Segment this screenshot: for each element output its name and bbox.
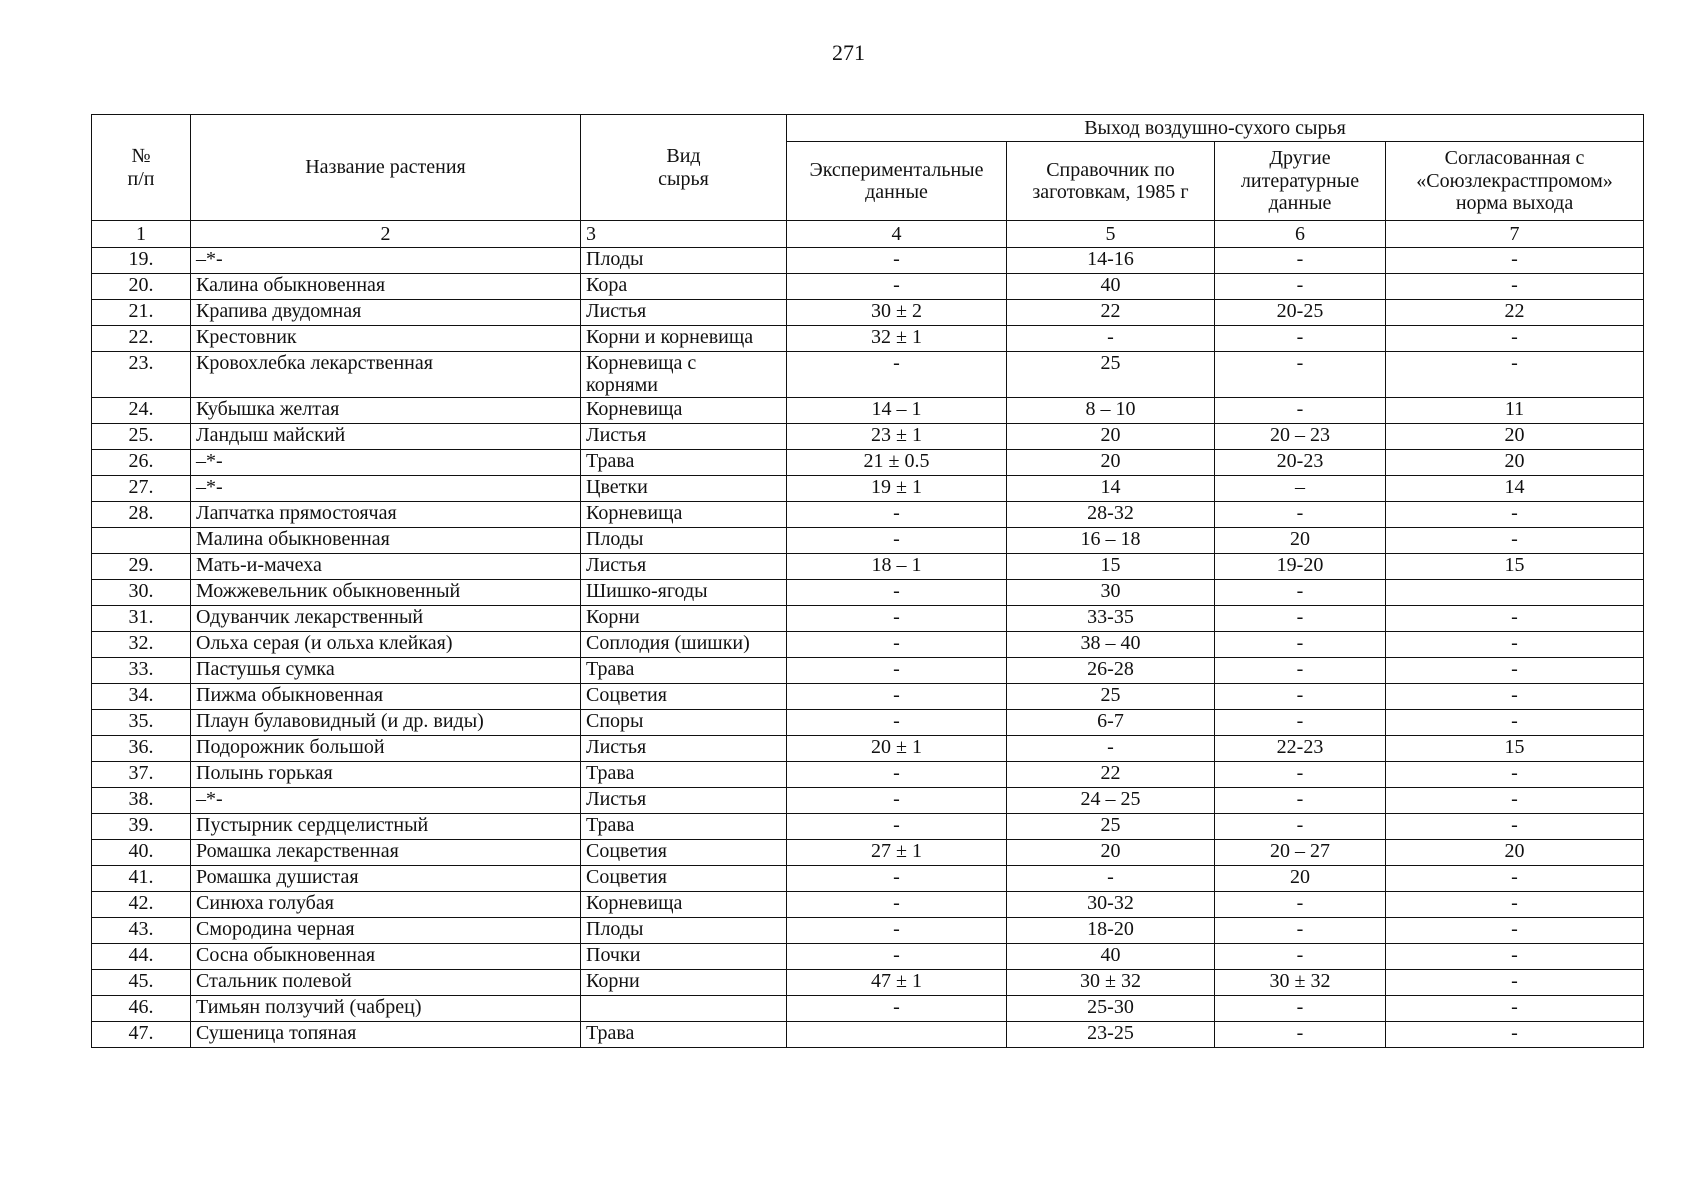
- raw-type-cell: Споры: [581, 709, 787, 735]
- experimental-cell: 30 ± 2: [787, 300, 1007, 326]
- raw-type-cell: [581, 995, 787, 1021]
- literature-cell: -: [1215, 891, 1386, 917]
- raw-type-cell: Почки: [581, 943, 787, 969]
- experimental-cell: -: [787, 631, 1007, 657]
- row-number-cell: 45.: [92, 969, 191, 995]
- norm-cell: -: [1386, 813, 1644, 839]
- header-reference-1985: [1007, 142, 1215, 221]
- experimental-cell: 27 ± 1: [787, 839, 1007, 865]
- table-row: [92, 735, 1644, 761]
- plant-name-cell: Пижма обыкновенная: [191, 683, 581, 709]
- experimental-cell: -: [787, 709, 1007, 735]
- literature-cell: -: [1215, 995, 1386, 1021]
- raw-type-cell: Корневища: [581, 891, 787, 917]
- row-number-cell: 22.: [92, 326, 191, 352]
- raw-type-cell: Соплодия (шишки): [581, 631, 787, 657]
- norm-cell: -: [1386, 865, 1644, 891]
- row-number-cell: 47.: [92, 1021, 191, 1047]
- row-number-cell: 46.: [92, 995, 191, 1021]
- raw-type-cell: Корни: [581, 605, 787, 631]
- experimental-cell: 19 ± 1: [787, 475, 1007, 501]
- header-experimental: [787, 142, 1007, 221]
- reference-cell: -: [1007, 865, 1215, 891]
- norm-cell: 20: [1386, 423, 1644, 449]
- row-number-cell: 19.: [92, 248, 191, 274]
- norm-cell: -: [1386, 761, 1644, 787]
- norm-cell: -: [1386, 352, 1644, 398]
- plant-name-cell: Кубышка желтая: [191, 397, 581, 423]
- experimental-cell: [787, 1021, 1007, 1047]
- reference-cell: 20: [1007, 839, 1215, 865]
- row-number-cell: 44.: [92, 943, 191, 969]
- norm-cell: -: [1386, 527, 1644, 553]
- experimental-cell: -: [787, 274, 1007, 300]
- experimental-cell: -: [787, 787, 1007, 813]
- column-number: 6: [1215, 221, 1386, 248]
- literature-cell: 20 – 23: [1215, 423, 1386, 449]
- table-row: [92, 631, 1644, 657]
- literature-cell: -: [1215, 397, 1386, 423]
- literature-cell: -: [1215, 579, 1386, 605]
- plant-name-cell: Тимьян ползучий (чабрец): [191, 995, 581, 1021]
- reference-cell: 25: [1007, 683, 1215, 709]
- reference-cell: 22: [1007, 300, 1215, 326]
- norm-cell: -: [1386, 248, 1644, 274]
- raw-type-cell: Трава: [581, 813, 787, 839]
- row-number-cell: 42.: [92, 891, 191, 917]
- row-number-cell: 30.: [92, 579, 191, 605]
- literature-cell: -: [1215, 605, 1386, 631]
- raw-type-cell: Трава: [581, 1021, 787, 1047]
- table-row: [92, 917, 1644, 943]
- experimental-cell: -: [787, 248, 1007, 274]
- header-experimental-label: Экспериментальные данные: [809, 158, 984, 203]
- header-reference-label: Справочник по заготовкам, 1985 г: [1032, 158, 1189, 203]
- table-row: [92, 657, 1644, 683]
- table-row: [92, 995, 1644, 1021]
- raw-type-cell: Плоды: [581, 917, 787, 943]
- raw-type-cell: Листья: [581, 735, 787, 761]
- column-number: 5: [1007, 221, 1215, 248]
- raw-type-cell: Шишко-ягоды: [581, 579, 787, 605]
- plant-name-cell: Малина обыкновенная: [191, 527, 581, 553]
- experimental-cell: 21 ± 0.5: [787, 449, 1007, 475]
- literature-cell: -: [1215, 501, 1386, 527]
- header-agreed-norm-label: Согласованная с «Союзлекрастпромом» норма выхода: [1416, 147, 1613, 215]
- row-number-cell: 34.: [92, 683, 191, 709]
- plant-name-cell: –*-: [191, 475, 581, 501]
- reference-cell: 40: [1007, 274, 1215, 300]
- row-number-cell: 31.: [92, 605, 191, 631]
- norm-cell: -: [1386, 683, 1644, 709]
- plant-name-cell: Одуванчик лекарственный: [191, 605, 581, 631]
- plant-name-cell: Пастушья сумка: [191, 657, 581, 683]
- norm-cell: 20: [1386, 839, 1644, 865]
- raw-type-cell: Плоды: [581, 248, 787, 274]
- plant-name-cell: Стальник полевой: [191, 969, 581, 995]
- reference-cell: 25: [1007, 352, 1215, 398]
- table-row: [92, 813, 1644, 839]
- table-row: [92, 352, 1644, 398]
- raw-type-cell: Трава: [581, 449, 787, 475]
- experimental-cell: -: [787, 352, 1007, 398]
- reference-cell: 16 – 18: [1007, 527, 1215, 553]
- plant-name-cell: Полынь горькая: [191, 761, 581, 787]
- experimental-cell: -: [787, 657, 1007, 683]
- literature-cell: –: [1215, 475, 1386, 501]
- norm-cell: 15: [1386, 553, 1644, 579]
- norm-cell: -: [1386, 787, 1644, 813]
- table-row: [92, 397, 1644, 423]
- table-row: [92, 274, 1644, 300]
- raw-type-cell: Листья: [581, 300, 787, 326]
- norm-cell: 14: [1386, 475, 1644, 501]
- header-other-literature-label: Другие литературные данные: [1240, 147, 1360, 215]
- plant-name-cell: Лапчатка прямостоячая: [191, 501, 581, 527]
- plant-name-cell: Синюха голубая: [191, 891, 581, 917]
- plant-name-cell: Калина обыкновенная: [191, 274, 581, 300]
- column-number: 2: [191, 221, 581, 248]
- raw-type-cell: Трава: [581, 761, 787, 787]
- literature-cell: -: [1215, 352, 1386, 398]
- literature-cell: -: [1215, 917, 1386, 943]
- experimental-cell: -: [787, 943, 1007, 969]
- experimental-cell: 32 ± 1: [787, 326, 1007, 352]
- plant-name-cell: Ромашка душистая: [191, 865, 581, 891]
- header-plant-name-label: Название растения: [305, 156, 466, 179]
- reference-cell: 15: [1007, 553, 1215, 579]
- table-row: [92, 709, 1644, 735]
- plant-name-cell: Плаун булавовидный (и др. виды): [191, 709, 581, 735]
- table-row: [92, 326, 1644, 352]
- table-row: [92, 501, 1644, 527]
- reference-cell: 33-35: [1007, 605, 1215, 631]
- experimental-cell: -: [787, 995, 1007, 1021]
- reference-cell: 26-28: [1007, 657, 1215, 683]
- experimental-cell: -: [787, 683, 1007, 709]
- row-number-cell: 41.: [92, 865, 191, 891]
- experimental-cell: 18 – 1: [787, 553, 1007, 579]
- plant-name-cell: Подорожник большой: [191, 735, 581, 761]
- column-number: 3: [581, 221, 787, 248]
- norm-cell: -: [1386, 605, 1644, 631]
- header-raw-type-label: Вид сырья: [658, 145, 709, 190]
- row-number-cell: 36.: [92, 735, 191, 761]
- literature-cell: 20: [1215, 527, 1386, 553]
- reference-cell: 18-20: [1007, 917, 1215, 943]
- norm-cell: -: [1386, 943, 1644, 969]
- plant-name-cell: –*-: [191, 248, 581, 274]
- table-body: [92, 221, 1644, 1048]
- raw-type-cell: Корневища с корнями: [581, 352, 787, 398]
- norm-cell: -: [1386, 709, 1644, 735]
- plant-name-cell: Ольха серая (и ольха клейкая): [191, 631, 581, 657]
- literature-cell: 22-23: [1215, 735, 1386, 761]
- header-raw-type: [581, 115, 787, 221]
- literature-cell: 20 – 27: [1215, 839, 1386, 865]
- raw-type-cell: Листья: [581, 553, 787, 579]
- norm-cell: -: [1386, 891, 1644, 917]
- norm-cell: -: [1386, 274, 1644, 300]
- row-number-cell: 24.: [92, 397, 191, 423]
- experimental-cell: 23 ± 1: [787, 423, 1007, 449]
- table-row: [92, 839, 1644, 865]
- table-row: [92, 527, 1644, 553]
- plant-name-cell: Пустырник сердцелистный: [191, 813, 581, 839]
- row-number-cell: 40.: [92, 839, 191, 865]
- row-number-cell: [92, 527, 191, 553]
- row-number-cell: 20.: [92, 274, 191, 300]
- row-number-cell: 37.: [92, 761, 191, 787]
- raw-type-cell: Корневища: [581, 397, 787, 423]
- table-row: [92, 475, 1644, 501]
- reference-cell: 25-30: [1007, 995, 1215, 1021]
- table-row: [92, 248, 1644, 274]
- norm-cell: -: [1386, 326, 1644, 352]
- column-number: 7: [1386, 221, 1644, 248]
- reference-cell: 20: [1007, 449, 1215, 475]
- raw-type-cell: Соцветия: [581, 839, 787, 865]
- row-number-cell: 23.: [92, 352, 191, 398]
- reference-cell: 20: [1007, 423, 1215, 449]
- plant-name-cell: –*-: [191, 449, 581, 475]
- literature-cell: 20-23: [1215, 449, 1386, 475]
- table-row: [92, 605, 1644, 631]
- row-number-cell: 43.: [92, 917, 191, 943]
- raw-type-cell: Листья: [581, 423, 787, 449]
- row-number-cell: 32.: [92, 631, 191, 657]
- norm-cell: 20: [1386, 449, 1644, 475]
- table-row: [92, 865, 1644, 891]
- header-yield-group-label: Выход воздушно-сухого сырья: [1084, 116, 1346, 139]
- reference-cell: 6-7: [1007, 709, 1215, 735]
- header-yield-group: [787, 115, 1644, 142]
- reference-cell: 8 – 10: [1007, 397, 1215, 423]
- norm-cell: 15: [1386, 735, 1644, 761]
- norm-cell: -: [1386, 917, 1644, 943]
- table-row: [92, 553, 1644, 579]
- norm-cell: -: [1386, 631, 1644, 657]
- literature-cell: -: [1215, 326, 1386, 352]
- reference-cell: 14-16: [1007, 248, 1215, 274]
- plant-name-cell: Можжевельник обыкновенный: [191, 579, 581, 605]
- norm-cell: -: [1386, 657, 1644, 683]
- raw-type-cell: Листья: [581, 787, 787, 813]
- literature-cell: -: [1215, 787, 1386, 813]
- experimental-cell: -: [787, 761, 1007, 787]
- row-number-cell: 38.: [92, 787, 191, 813]
- table-row: [92, 449, 1644, 475]
- plant-name-cell: Кровохлебка лекарственная: [191, 352, 581, 398]
- raw-type-cell: Корни: [581, 969, 787, 995]
- literature-cell: 20-25: [1215, 300, 1386, 326]
- norm-cell: -: [1386, 1021, 1644, 1047]
- literature-cell: -: [1215, 1021, 1386, 1047]
- row-number-cell: 21.: [92, 300, 191, 326]
- reference-cell: 30 ± 32: [1007, 969, 1215, 995]
- table-row: [92, 891, 1644, 917]
- plant-name-cell: Крапива двудомная: [191, 300, 581, 326]
- header-plant-name: [191, 115, 581, 221]
- experimental-cell: -: [787, 813, 1007, 839]
- reference-cell: -: [1007, 735, 1215, 761]
- row-number-cell: 25.: [92, 423, 191, 449]
- raw-type-cell: Соцветия: [581, 683, 787, 709]
- header-number-label: № п/п: [127, 145, 155, 190]
- raw-type-cell: Плоды: [581, 527, 787, 553]
- table-header: [92, 115, 1644, 221]
- experimental-cell: -: [787, 579, 1007, 605]
- raw-type-cell: Корневища: [581, 501, 787, 527]
- row-number-cell: 35.: [92, 709, 191, 735]
- reference-cell: 23-25: [1007, 1021, 1215, 1047]
- experimental-cell: -: [787, 527, 1007, 553]
- column-number: 4: [787, 221, 1007, 248]
- raw-type-cell: Цветки: [581, 475, 787, 501]
- literature-cell: 30 ± 32: [1215, 969, 1386, 995]
- literature-cell: -: [1215, 657, 1386, 683]
- plant-name-cell: Сушеница топяная: [191, 1021, 581, 1047]
- reference-cell: 24 – 25: [1007, 787, 1215, 813]
- table-row: [92, 683, 1644, 709]
- literature-cell: 20: [1215, 865, 1386, 891]
- row-number-cell: 33.: [92, 657, 191, 683]
- literature-cell: -: [1215, 813, 1386, 839]
- experimental-cell: -: [787, 865, 1007, 891]
- experimental-cell: 14 – 1: [787, 397, 1007, 423]
- table-row: [92, 300, 1644, 326]
- literature-cell: -: [1215, 943, 1386, 969]
- literature-cell: -: [1215, 683, 1386, 709]
- literature-cell: 19-20: [1215, 553, 1386, 579]
- header-number: [92, 115, 191, 221]
- column-number-row: [92, 221, 1644, 248]
- reference-cell: 30: [1007, 579, 1215, 605]
- norm-cell: -: [1386, 995, 1644, 1021]
- literature-cell: -: [1215, 709, 1386, 735]
- literature-cell: -: [1215, 248, 1386, 274]
- plant-name-cell: Ландыш майский: [191, 423, 581, 449]
- experimental-cell: -: [787, 917, 1007, 943]
- plant-name-cell: Ромашка лекарственная: [191, 839, 581, 865]
- raw-type-cell: Кора: [581, 274, 787, 300]
- reference-cell: 40: [1007, 943, 1215, 969]
- page-number: 271: [832, 40, 865, 65]
- norm-cell: 11: [1386, 397, 1644, 423]
- literature-cell: -: [1215, 631, 1386, 657]
- row-number-cell: 29.: [92, 553, 191, 579]
- table-row: [92, 787, 1644, 813]
- reference-cell: 38 – 40: [1007, 631, 1215, 657]
- experimental-cell: 20 ± 1: [787, 735, 1007, 761]
- raw-type-cell: Соцветия: [581, 865, 787, 891]
- raw-type-cell: Корни и корневища: [581, 326, 787, 352]
- plant-name-cell: Смородина черная: [191, 917, 581, 943]
- norm-cell: [1386, 579, 1644, 605]
- norm-cell: 22: [1386, 300, 1644, 326]
- plant-name-cell: Крестовник: [191, 326, 581, 352]
- raw-type-cell: Трава: [581, 657, 787, 683]
- literature-cell: -: [1215, 274, 1386, 300]
- plant-yield-table: [91, 114, 1644, 1048]
- experimental-cell: -: [787, 501, 1007, 527]
- row-number-cell: 39.: [92, 813, 191, 839]
- row-number-cell: 27.: [92, 475, 191, 501]
- reference-cell: 14: [1007, 475, 1215, 501]
- literature-cell: -: [1215, 761, 1386, 787]
- reference-cell: 30-32: [1007, 891, 1215, 917]
- experimental-cell: -: [787, 605, 1007, 631]
- experimental-cell: -: [787, 891, 1007, 917]
- column-number: 1: [92, 221, 191, 248]
- table-row: [92, 423, 1644, 449]
- table-row: [92, 579, 1644, 605]
- header-agreed-norm: [1386, 142, 1644, 221]
- plant-name-cell: –*-: [191, 787, 581, 813]
- plant-name-cell: Мать-и-мачеха: [191, 553, 581, 579]
- reference-cell: 25: [1007, 813, 1215, 839]
- row-number-cell: 28.: [92, 501, 191, 527]
- reference-cell: 22: [1007, 761, 1215, 787]
- table-row: [92, 761, 1644, 787]
- experimental-cell: 47 ± 1: [787, 969, 1007, 995]
- table-row: [92, 943, 1644, 969]
- table-row: [92, 969, 1644, 995]
- plant-name-cell: Сосна обыкновенная: [191, 943, 581, 969]
- row-number-cell: 26.: [92, 449, 191, 475]
- reference-cell: 28-32: [1007, 501, 1215, 527]
- norm-cell: -: [1386, 969, 1644, 995]
- reference-cell: -: [1007, 326, 1215, 352]
- norm-cell: -: [1386, 501, 1644, 527]
- header-other-literature: [1215, 142, 1386, 221]
- table-row: [92, 1021, 1644, 1047]
